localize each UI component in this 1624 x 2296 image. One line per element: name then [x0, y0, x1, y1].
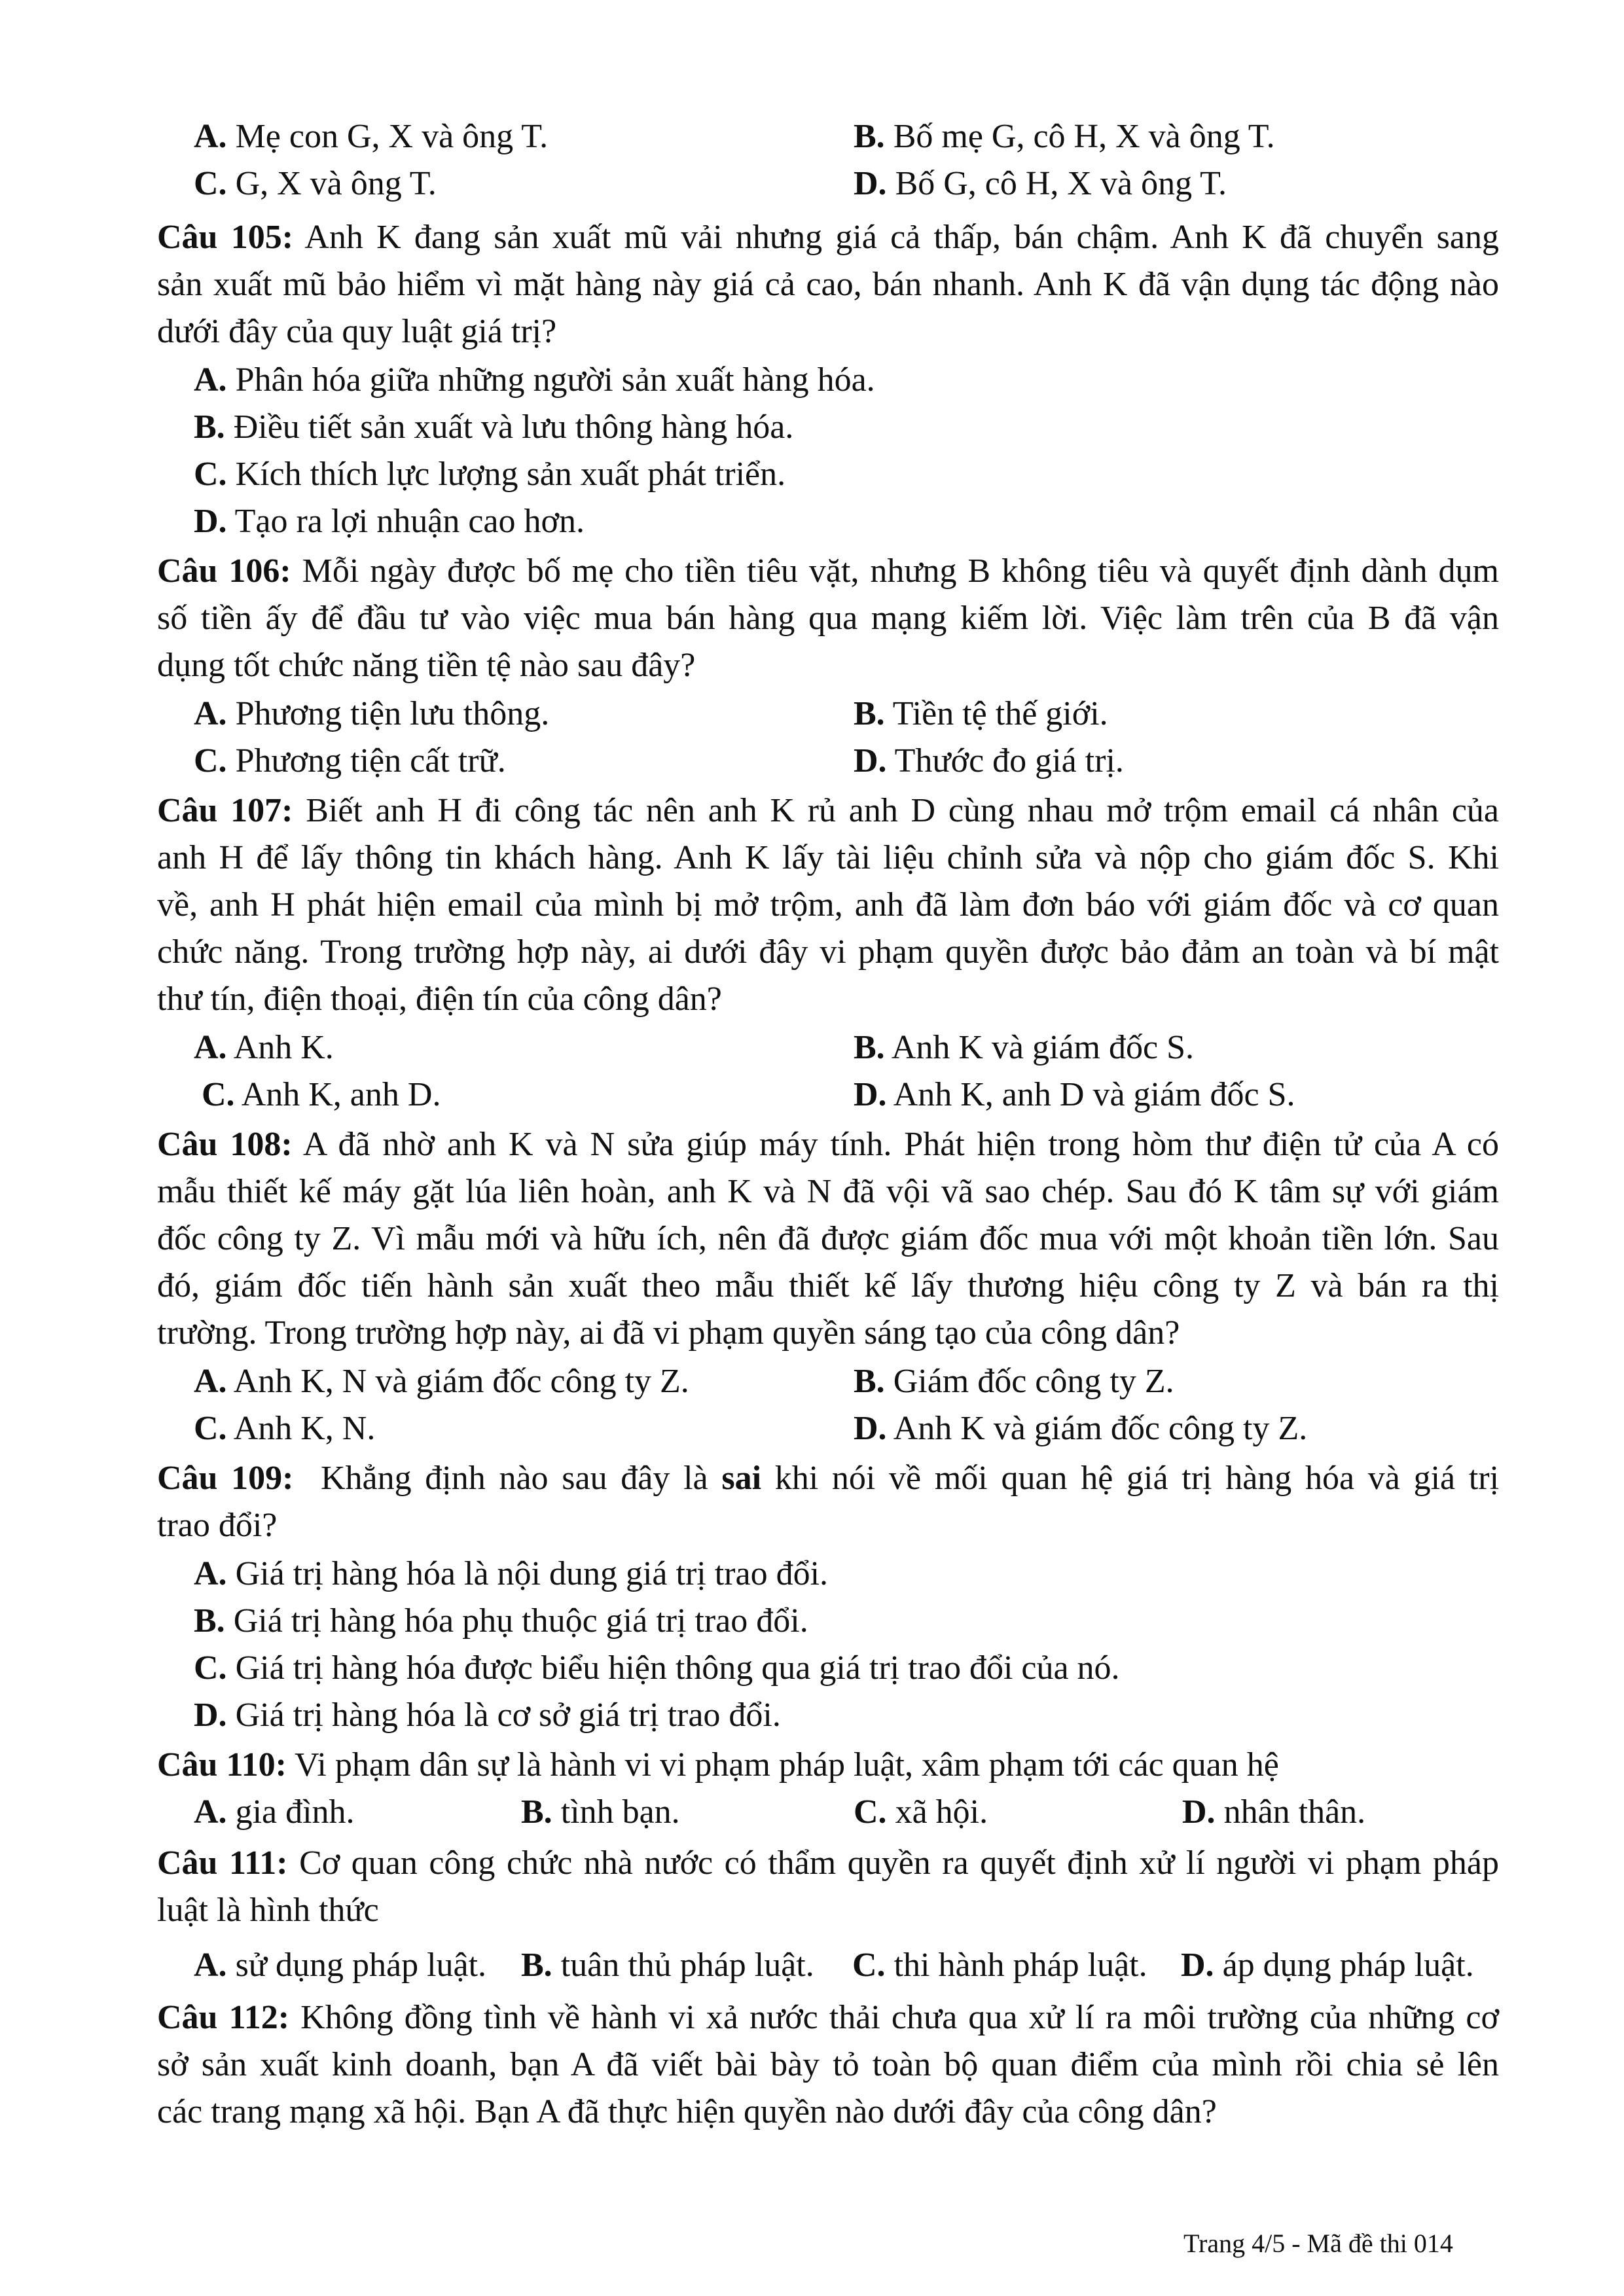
q106-stem-line: dụng tốt chức năng tiền tệ nào sau đây?: [157, 647, 696, 684]
q107-stem-line: chức năng. Trong trường hợp này, ai dưới đây vi phạm quyền được bảo đảm an toàn và bí mật: [157, 933, 1499, 971]
q107-stem-line: anh H để lấy thông tin khách hàng. Anh K lấy tài liệu chỉnh sửa và nộp cho giám đốc S. Khi: [157, 839, 1499, 876]
q107-stem-line: về, anh H phát hiện email của mình bị mở trộm, anh đã làm đơn báo với giám đốc và cơ quan: [157, 886, 1499, 924]
q105-stem-line: sản xuất mũ bảo hiểm vì mặt hàng này giá cả cao, bán nhanh. Anh K đã vận dụng tác động nào: [157, 266, 1499, 303]
q104-option-c: C. G, X và ông T.: [194, 165, 437, 202]
q107-option-b: B. Anh K và giám đốc S.: [854, 1029, 1194, 1066]
q111-option-a: A. sử dụng pháp luật.: [194, 1946, 487, 1984]
q108-stem-line: trường. Trong trường hợp này, ai đã vi phạm quyền sáng tạo của công dân?: [157, 1314, 1180, 1352]
q105-stem-line: dưới đây của quy luật giá trị?: [157, 313, 557, 350]
q105-stem-line: Câu 105: Anh K đang sản xuất mũ vải nhưng giá cả thấp, bán chậm. Anh K đã chuyển sang: [157, 219, 1499, 256]
q108-stem-line: đốc công ty Z. Vì mẫu mới và hữu ích, nên đã được giám đốc mua với một khoản tiền lớn. Sau: [157, 1220, 1499, 1257]
question-label: Câu 110:: [157, 1746, 287, 1784]
q109-option-c: C. Giá trị hàng hóa được biểu hiện thông qua giá trị trao đổi của nó.: [194, 1649, 1120, 1687]
q108-stem-line: đó, giám đốc tiến hành sản xuất theo mẫu thiết kế lấy thương hiệu công ty Z và bán ra thị: [157, 1267, 1499, 1304]
q112-stem-line: các trang mạng xã hội. Bạn A đã thực hiện quyền nào dưới đây của công dân?: [157, 2093, 1217, 2130]
question-label: Câu 112:: [157, 1999, 290, 2036]
q108-stem-line: Câu 108: A đã nhờ anh K và N sửa giúp máy tính. Phát hiện trong hòm thư điện tử của A có: [157, 1126, 1499, 1163]
q110-stem-line: Câu 110: Vi phạm dân sự là hành vi vi phạm pháp luật, xâm phạm tới các quan hệ: [157, 1746, 1279, 1784]
q107-stem-line: thư tín, điện thoại, điện tín của công dân?: [157, 980, 722, 1018]
q112-stem-line: sở sản xuất kinh doanh, bạn A đã viết bài bày tỏ toàn bộ quan điểm của mình rồi chia sẻ lên: [157, 2046, 1499, 2083]
q105-option-a: A. Phân hóa giữa những người sản xuất hàng hóa.: [194, 361, 875, 399]
question-label: Câu 105:: [157, 219, 294, 256]
question-label: Câu 106:: [157, 552, 291, 590]
q104-option-b: B. Bố mẹ G, cô H, X và ông T.: [854, 118, 1275, 155]
q108-option-d: D. Anh K và giám đốc công ty Z.: [854, 1410, 1308, 1447]
q106-option-c: C. Phương tiện cất trữ.: [194, 742, 506, 780]
q104-option-a: A. Mẹ con G, X và ông T.: [194, 118, 549, 155]
q107-option-a: A. Anh K.: [194, 1029, 334, 1066]
q109-option-b: B. Giá trị hàng hóa phụ thuộc giá trị trao đổi.: [194, 1602, 808, 1640]
q105-option-d: D. Tạo ra lợi nhuận cao hơn.: [194, 503, 585, 540]
q107-option-c: C. Anh K, anh D.: [202, 1076, 441, 1113]
q106-option-d: D. Thước đo giá trị.: [854, 742, 1124, 780]
q110-option-a: A. gia đình.: [194, 1793, 355, 1831]
q105-option-b: B. Điều tiết sản xuất và lưu thông hàng hóa.: [194, 408, 794, 446]
q110-option-d: D. nhân thân.: [1182, 1793, 1366, 1831]
q109-stem-line: Câu 109: Khẳng định nào sau đây là sai khi nói về mối quan hệ giá trị hàng hóa và giá trị: [157, 1460, 1500, 1497]
q108-option-c: C. Anh K, N.: [194, 1410, 376, 1447]
q106-stem-line: số tiền ấy để đầu tư vào việc mua bán hàng qua mạng kiếm lời. Việc làm trên của B đã vận: [157, 600, 1499, 637]
q111-stem-line: Câu 111: Cơ quan công chức nhà nước có thẩm quyền ra quyết định xử lí người vi phạm pháp: [157, 1844, 1499, 1882]
q112-stem-line: Câu 112: Không đồng tình về hành vi xả nước thải chưa qua xử lí ra môi trường của những cơ: [157, 1999, 1500, 2036]
q107-option-d: D. Anh K, anh D và giám đốc S.: [854, 1076, 1295, 1113]
question-label: Câu 108:: [157, 1126, 293, 1163]
question-label: Câu 109:: [157, 1460, 294, 1497]
q111-option-c: C. thi hành pháp luật.: [852, 1946, 1147, 1984]
q109-option-a: A. Giá trị hàng hóa là nội dung giá trị trao đổi.: [194, 1555, 829, 1592]
q107-stem-line: Câu 107: Biết anh H đi công tác nên anh K rủ anh D cùng nhau mở trộm email cá nhân của: [157, 792, 1499, 829]
emphasis-word: sai: [721, 1460, 762, 1497]
q110-option-c: C. xã hội.: [854, 1793, 988, 1831]
q106-option-a: A. Phương tiện lưu thông.: [194, 695, 550, 732]
q108-option-a: A. Anh K, N và giám đốc công ty Z.: [194, 1363, 689, 1400]
question-label: Câu 107:: [157, 792, 293, 829]
q109-option-d: D. Giá trị hàng hóa là cơ sở giá trị trao đổi.: [194, 1696, 781, 1734]
q106-stem-line: Câu 106: Mỗi ngày được bố mẹ cho tiền tiêu vặt, nhưng B không tiêu và quyết định dành dụm: [157, 552, 1499, 590]
question-label: Câu 111:: [157, 1844, 288, 1882]
q106-option-b: B. Tiền tệ thế giới.: [854, 695, 1108, 732]
q111-stem-line: luật là hình thức: [157, 1892, 379, 1929]
q108-option-b: B. Giám đốc công ty Z.: [854, 1363, 1174, 1400]
q104-option-d: D. Bố G, cô H, X và ông T.: [854, 165, 1227, 202]
q111-option-b: B. tuân thủ pháp luật.: [521, 1946, 814, 1984]
q108-stem-line: mẫu thiết kế máy gặt lúa liên hoàn, anh K và N đã vội vã sao chép. Sau đó K tâm sự với giám: [157, 1173, 1499, 1210]
q105-option-c: C. Kích thích lực lượng sản xuất phát triển.: [194, 456, 786, 493]
q109-stem-line: trao đổi?: [157, 1507, 278, 1544]
page-footer: Trang 4/5 - Mã đề thi 014: [1183, 2229, 1453, 2258]
q111-option-d: D. áp dụng pháp luật.: [1181, 1946, 1474, 1984]
q110-option-b: B. tình bạn.: [521, 1793, 680, 1831]
